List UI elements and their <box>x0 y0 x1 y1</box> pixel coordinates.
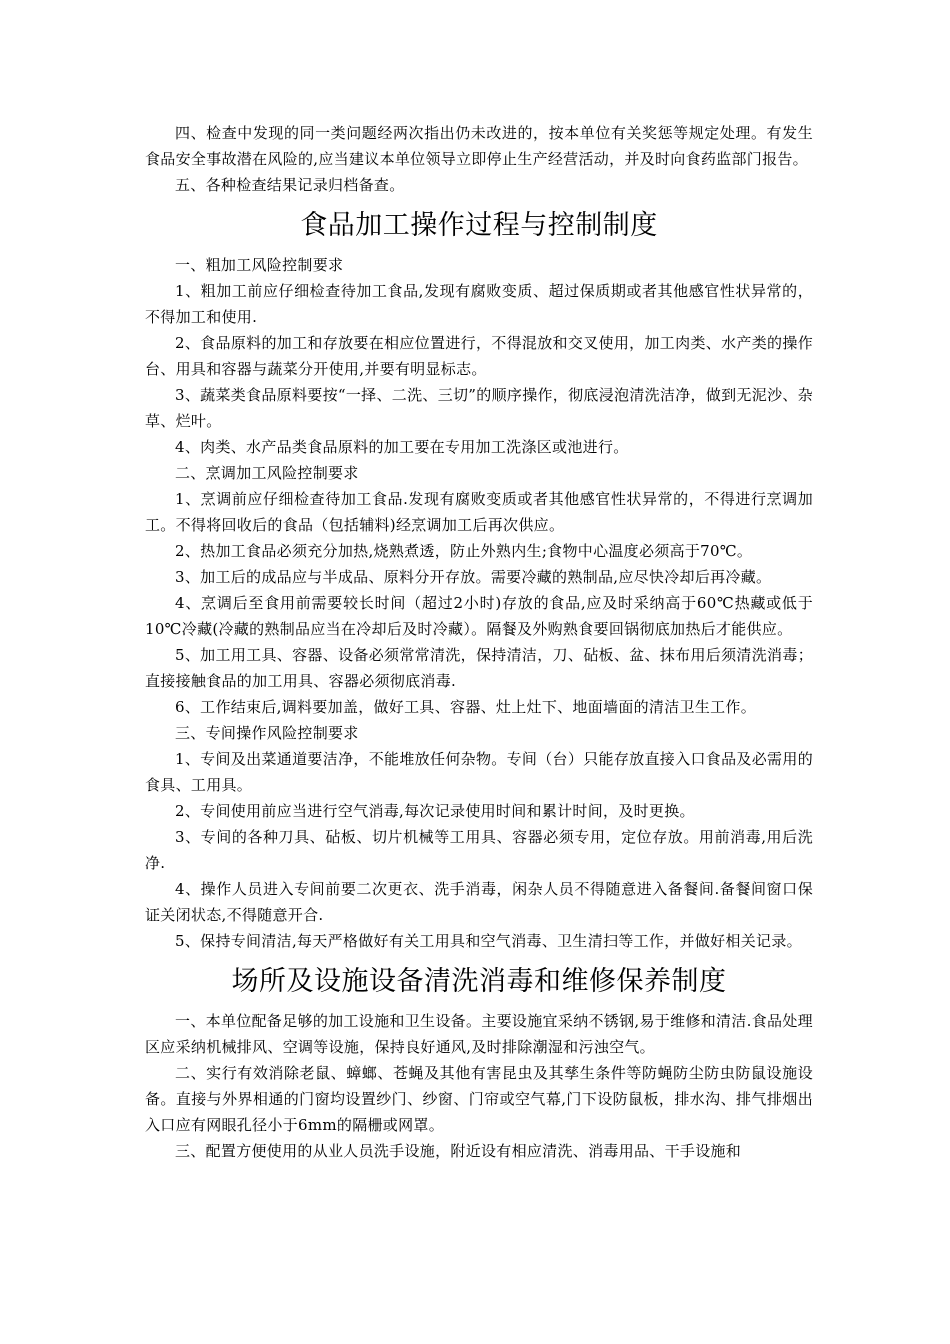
paragraph: 3、蔬菜类食品原料要按“一择、二洗、三切”的顺序操作，彻底浸泡清洗洁净，做到无泥沙、杂草、烂叶。 <box>145 386 813 430</box>
paragraph: 3、专间的各种刀具、砧板、切片机械等工用具、容器必须专用，定位存放。用前消毒,用后洗净. <box>145 828 813 872</box>
paragraph: 5、保持专间清洁,每天严格做好有关工用具和空气消毒、卫生清扫等工作，并做好相关记录。 <box>175 932 802 950</box>
section-title: 场所及设施设备清洗消毒和维修保养制度 <box>231 966 727 997</box>
paragraph: 四、检查中发现的同一类问题经两次指出仍未改进的，按本单位有关奖惩等规定处理。有发生食品安全事故潜在风险的,应当建议本单位领导立即停止生产经营活动，并及时向食药监部门报告。 <box>145 124 813 168</box>
paragraph: 2、食品原料的加工和存放要在相应位置进行，不得混放和交叉使用，加工肉类、水产类的操作台、用具和容器与蔬菜分开使用,并要有明显标志。 <box>145 334 813 378</box>
paragraph: 三、配置方便使用的从业人员洗手设施，附近设有相应清洗、消毒用品、干手设施和 <box>175 1142 742 1160</box>
paragraph: 五、各种检查结果记录归档备查。 <box>175 176 405 194</box>
paragraph: 4、烹调后至食用前需要较长时间（超过2小时)存放的食品,应及时采纳高于60℃热藏或低于10℃冷藏(冷藏的熟制品应当在冷却后及时冷藏）。隔餐及外购熟食要回锅彻底加热后才能供应。 <box>145 594 813 638</box>
paragraph: 1、专间及出菜通道要洁净，不能堆放任何杂物。专间（台）只能存放直接入口食品及必需用的食具、工用具。 <box>145 750 813 794</box>
paragraph: 1、烹调前应仔细检查待加工食品.发现有腐败变质或者其他感官性状异常的，不得进行烹调加工。不得将回收后的食品（包括辅料)经烹调加工后再次供应。 <box>145 490 813 534</box>
paragraph: 3、加工后的成品应与半成品、原料分开存放。需要冷藏的熟制品,应尽快冷却后再冷藏。 <box>175 568 772 586</box>
paragraph: 5、加工用工具、容器、设备必须常常清洗，保持清洁，刀、砧板、盆、抹布用后须清洗消毒；直接接触食品的加工用具、容器必须彻底消毒. <box>145 646 813 690</box>
document-page <box>145 120 813 1164</box>
section-title: 食品加工操作过程与控制制度 <box>300 210 658 241</box>
paragraph: 2、专间使用前应当进行空气消毒,每次记录使用时间和累计时间，及时更换。 <box>175 802 695 820</box>
paragraph: 6、工作结束后,调料要加盖，做好工具、容器、灶上灶下、地面墙面的清洁卫生工作。 <box>175 698 757 716</box>
paragraph: 1、粗加工前应仔细检查待加工食品,发现有腐败变质、超过保质期或者其他感官性状异常的，不得加工和使用. <box>145 282 813 326</box>
paragraph: 4、操作人员进入专间前要二次更衣、洗手消毒，闲杂人员不得随意进入备餐间.备餐间窗口保证关闭状态,不得随意开合. <box>145 880 813 924</box>
paragraph: 2、热加工食品必须充分加热,烧熟煮透，防止外熟内生;食物中心温度必须高于70℃。 <box>175 542 753 560</box>
subheading: 二、烹调加工风险控制要求 <box>175 464 359 482</box>
subheading: 一、粗加工风险控制要求 <box>175 256 344 274</box>
paragraph: 4、肉类、水产品类食品原料的加工要在专用加工洗涤区或池进行。 <box>175 438 629 456</box>
paragraph: 一、本单位配备足够的加工设施和卫生设备。主要设施宜采纳不锈钢,易于维修和清洁.食品处理区应采纳机械排风、空调等设施，保持良好通风,及时排除潮湿和污浊空气。 <box>145 1012 813 1056</box>
paragraph: 二、实行有效消除老鼠、蟑螂、苍蝇及其他有害昆虫及其孳生条件等防蝇防尘防虫防鼠设施设备。直接与外界相通的门窗均设置纱门、纱窗、门帘或空气幕,门下设防鼠板，排水沟、排气排烟出入口应有网眼孔径小于6mm的隔栅或网罩。 <box>145 1064 813 1134</box>
subheading: 三、专间操作风险控制要求 <box>175 724 359 742</box>
